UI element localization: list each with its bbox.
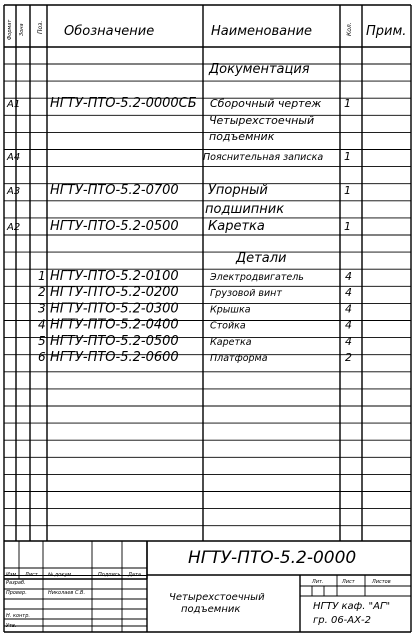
row-qty: 1 bbox=[344, 220, 351, 233]
detail-pos: 5 bbox=[38, 333, 46, 348]
detail-designation: НГТУ-ПТО-5.2-0300 bbox=[50, 301, 179, 317]
detail-pos: 6 bbox=[38, 350, 46, 364]
detail-designation: НГТУ-ПТО-5.2-0200 bbox=[50, 285, 179, 301]
row-format: А1 bbox=[7, 99, 21, 110]
detail-qty: 4 bbox=[345, 270, 352, 283]
section-details: Детали bbox=[236, 251, 287, 266]
title-line2: подъемник bbox=[181, 604, 241, 615]
detail-name: Платформа bbox=[210, 353, 268, 364]
col-doc: № докум. bbox=[48, 572, 73, 578]
col-list: Лист bbox=[25, 572, 38, 578]
detail-pos: 1 bbox=[38, 269, 46, 283]
detail-name: Электродвигатель bbox=[210, 272, 304, 283]
detail-name: Стойка bbox=[210, 320, 246, 332]
org-line1: НГТУ каф. "АГ" bbox=[313, 601, 391, 612]
details-list bbox=[38, 269, 352, 365]
header-qty: Кол. bbox=[346, 22, 353, 36]
row-name: Четырехстоечный bbox=[209, 114, 315, 127]
row-format: А2 bbox=[7, 222, 21, 233]
detail-pos: 2 bbox=[38, 285, 46, 300]
detail-qty: 4 bbox=[345, 302, 352, 316]
row-designation: НГТУ-ПТО-5.2-0700 bbox=[50, 183, 179, 198]
col-sign: Подпись bbox=[98, 572, 121, 578]
sheets-label: Листов bbox=[372, 579, 391, 585]
sheet-label: Лист bbox=[342, 579, 355, 585]
row-format: А3 bbox=[7, 186, 21, 197]
row-designation: НГТУ-ПТО-5.2-0500 bbox=[50, 219, 179, 234]
org-line2: гр. 06-АХ-2 bbox=[313, 615, 371, 626]
col-izm: Изм. bbox=[6, 572, 18, 578]
header-format: Формат bbox=[7, 19, 13, 40]
header-pos: Поз. bbox=[37, 20, 44, 34]
detail-designation: НГТУ-ПТО-5.2-0100 bbox=[50, 269, 179, 284]
row-name: подшипник bbox=[205, 202, 285, 217]
detail-designation: НГТУ-ПТО-5.2-0600 bbox=[50, 350, 179, 365]
razrab-label: Разраб. bbox=[6, 580, 26, 586]
row-qty: 1 bbox=[344, 97, 351, 110]
detail-name: Каретка bbox=[210, 336, 252, 348]
row-name: Пояснительная записка bbox=[203, 152, 324, 163]
section-documentation: Документация bbox=[209, 62, 310, 77]
detail-name: Грузовой винт bbox=[210, 288, 282, 300]
lit-label: Лит. bbox=[312, 579, 324, 585]
title-line1: Четырехстоечный bbox=[169, 592, 265, 603]
row-name: Упорный bbox=[208, 183, 268, 198]
detail-qty: 4 bbox=[345, 286, 352, 300]
header-note: Прим. bbox=[366, 24, 407, 39]
row-qty: 1 bbox=[344, 184, 351, 197]
header-zone: Зона bbox=[19, 23, 25, 36]
prov-label: Провер. bbox=[6, 590, 27, 596]
doc-number: НГТУ-ПТО-5.2-0000 bbox=[188, 548, 357, 568]
row-name: Сборочный чертеж bbox=[210, 97, 322, 110]
col-date: Дата bbox=[128, 572, 141, 578]
header-name: Наименование bbox=[211, 24, 313, 39]
detail-name: Крышка bbox=[210, 304, 251, 316]
detail-designation: НГТУ-ПТО-5.2-0500 bbox=[50, 333, 179, 349]
row-name: подъемник bbox=[209, 130, 275, 143]
detail-pos: 3 bbox=[38, 301, 46, 316]
utv-label: Утв. bbox=[6, 623, 17, 629]
prov-name: Николаев С.В. bbox=[48, 590, 86, 596]
detail-designation: НГТУ-ПТО-5.2-0400 bbox=[50, 317, 179, 333]
row-designation: НГТУ-ПТО-5.2-0000СБ bbox=[50, 96, 197, 111]
detail-pos: 4 bbox=[38, 317, 46, 332]
row-format: А4 bbox=[7, 152, 21, 163]
header-designation: Обозначение bbox=[64, 24, 155, 39]
detail-qty: 4 bbox=[345, 318, 352, 332]
detail-qty: 2 bbox=[345, 351, 352, 364]
nkontr-label: Н. контр. bbox=[6, 613, 30, 619]
detail-qty: 4 bbox=[345, 334, 352, 348]
row-qty: 1 bbox=[344, 150, 351, 163]
row-name: Каретка bbox=[208, 219, 265, 234]
